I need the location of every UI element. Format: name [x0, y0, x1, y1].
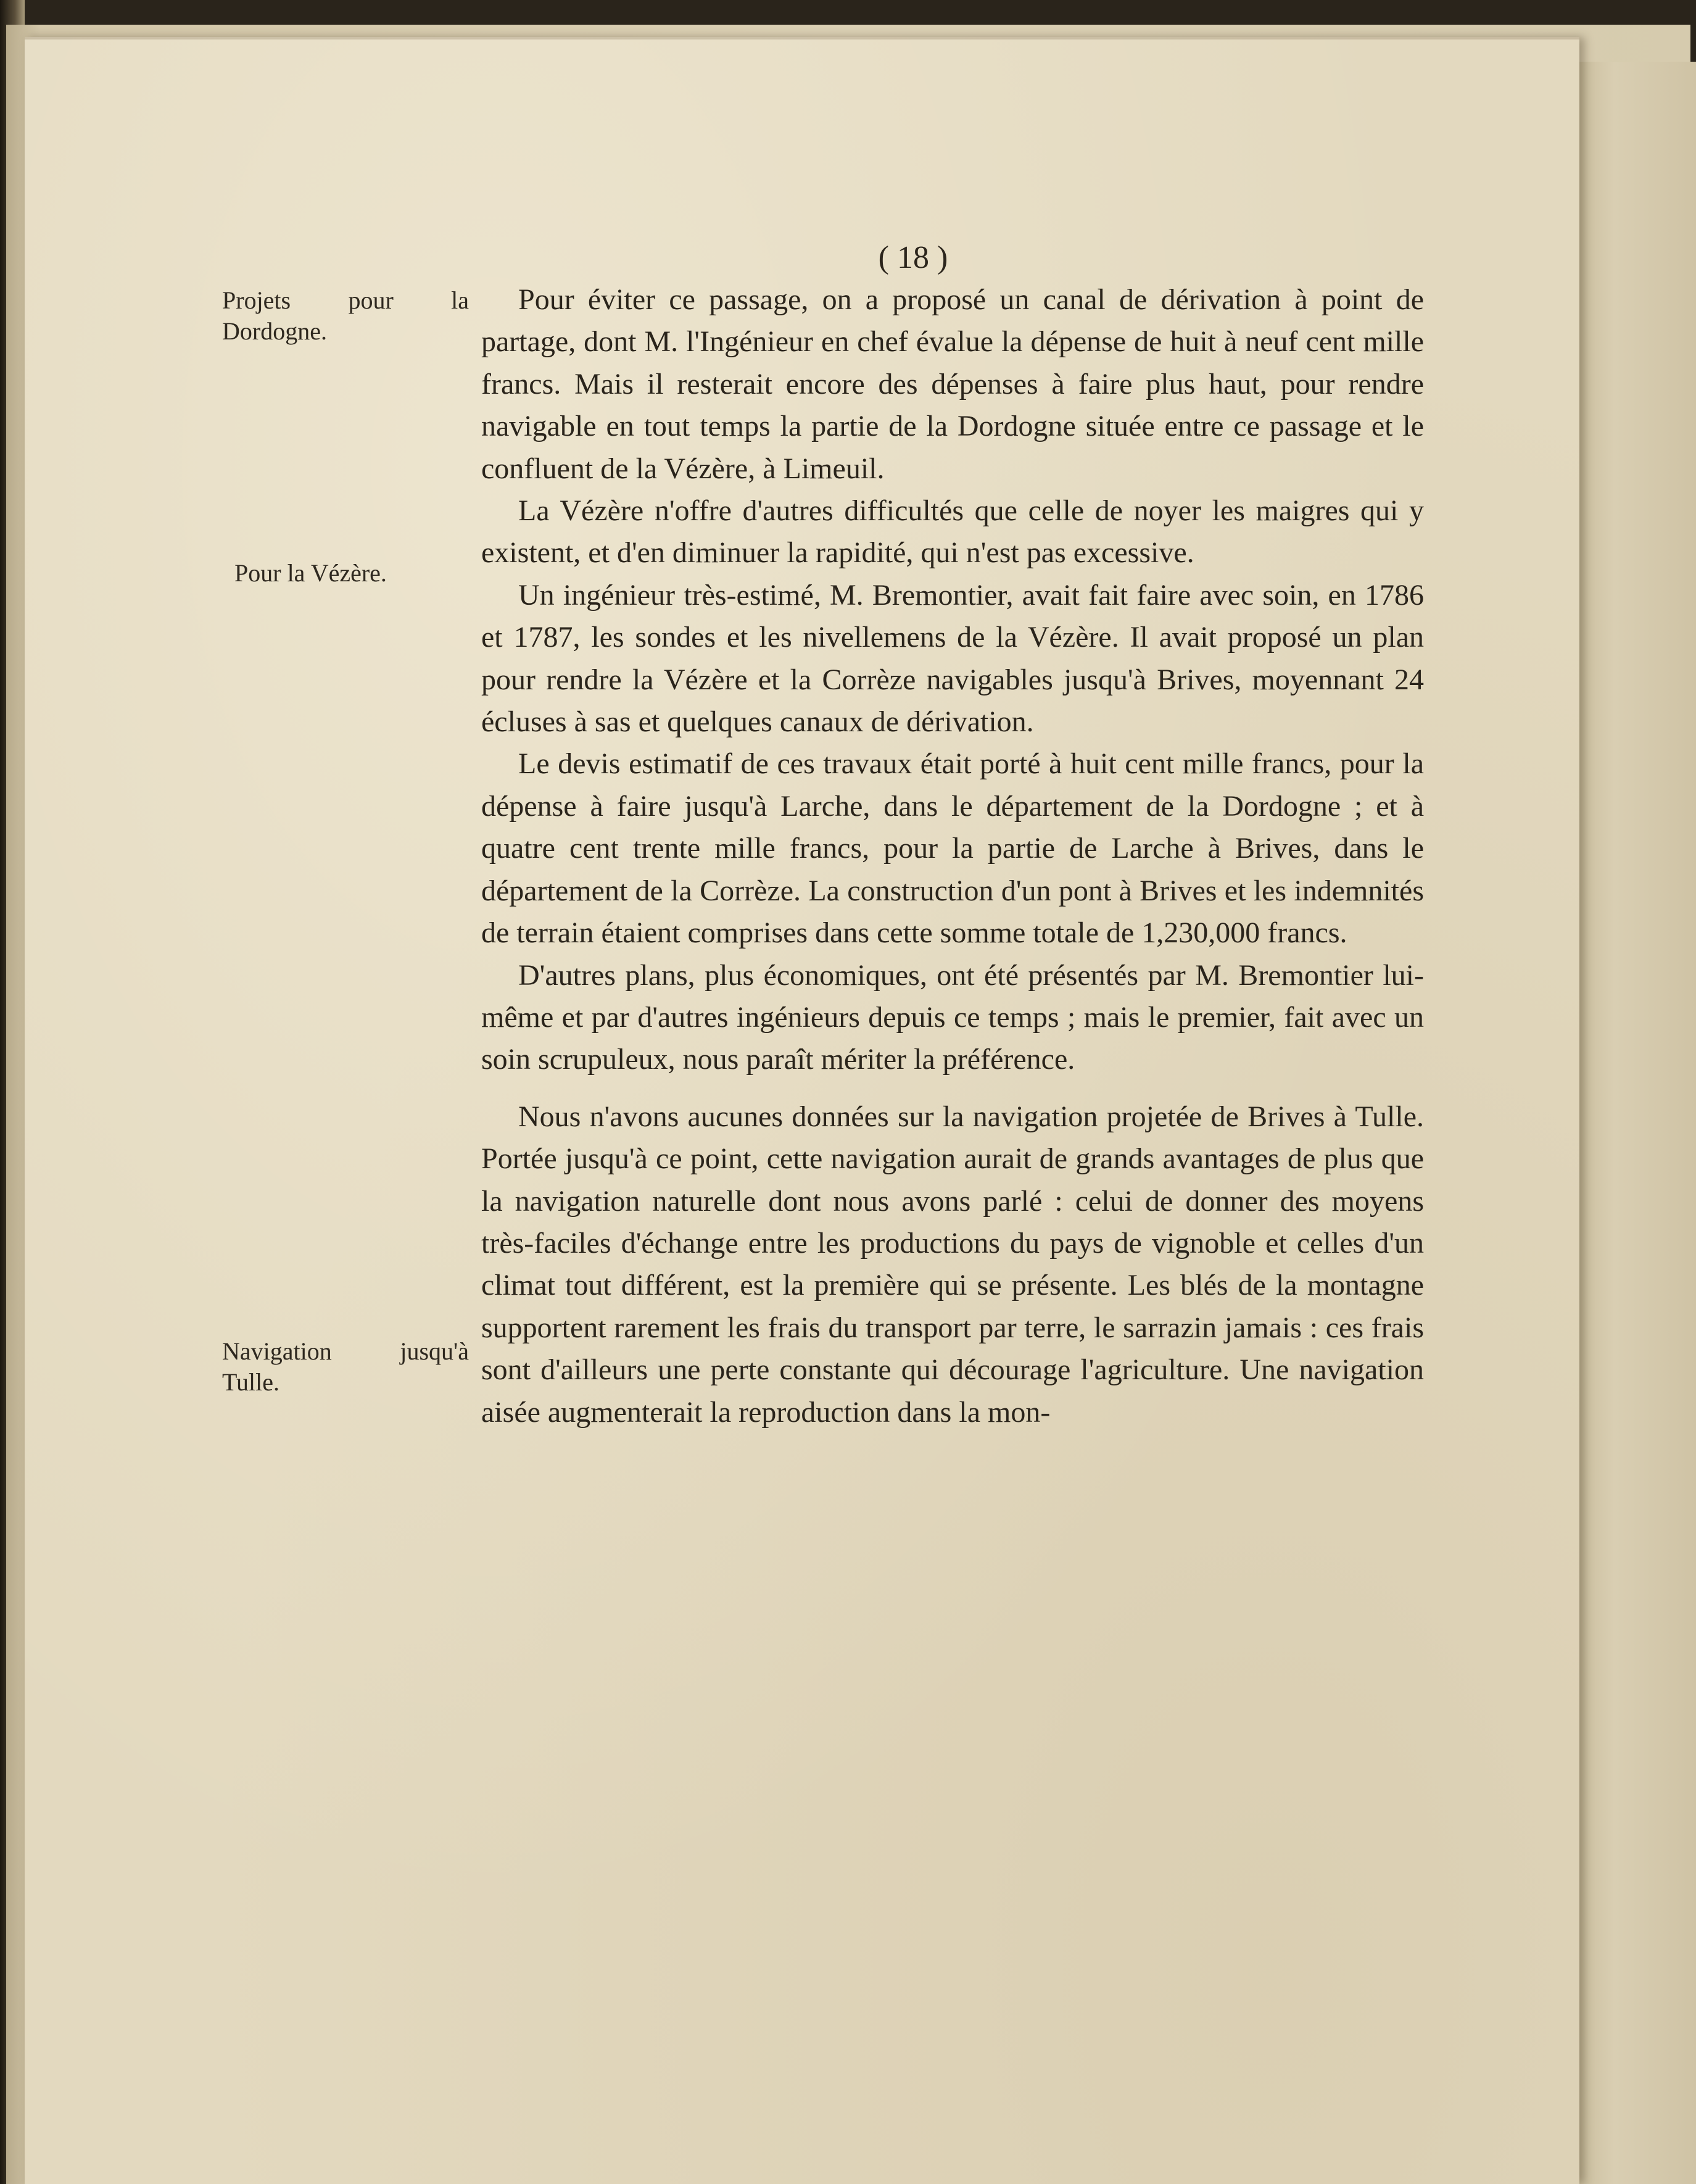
margin-note-vezere: Pour la Vézère.	[234, 559, 387, 587]
page-number: ( 18 )	[878, 240, 948, 275]
paragraph: Le devis estimatif de ces travaux était porté à huit cent mille francs, pour la dépense à faire jusqu'à Larche, dans le département de la Dordogne ; et à quatre cent trente mille francs, pour la partie de Larche à Brives, dans le département de la Corrèze. La construction d'un pont à Brives et les indemnités de terrain étaient comprises dans cette somme totale de 1,230,000 francs.	[481, 747, 1424, 950]
paragraph: Un ingénieur très-estimé, M. Bremontier, avait fait faire avec soin, en 1786 et 1787, les sondes et les nivellemens de la Vézère. Il avait proposé un plan pour rendre la Vézère et la Corrèze navigables jusqu'à Brives, moyennant 24 écluses à sas et quelques canaux de dérivation.	[481, 578, 1424, 739]
page-edge-right	[1579, 62, 1696, 2184]
paragraph: D'autres plans, plus économiques, ont été présentés par M. Bremontier lui-même et par d'autres ingénieurs depuis ce temps ; mais le premier, fait avec un soin scrupuleux, nous paraît mériter la préférence.	[481, 958, 1424, 1076]
page-fold-line	[25, 37, 1579, 39]
margin-note-dordogne: Projets pour la Dordogne.	[222, 286, 469, 345]
paragraph: Nous n'avons aucunes données sur la navigation projetée de Brives à Tulle. Portée jusqu'à ce point, cette navigation aurait de grands avantages de plus que la navigation naturelle dont nous avons parlé : celui de donner des moyens très-faciles d'échange entre les productions du pays de vignoble et celles d'un climat tout différent, est la première qui se présente. Les blés de la montagne supportent rarement les frais du transport par terre, le sarrazin jamais : ces frais sont d'ailleurs une perte constante qui décourage l'agriculture. Une navigation aisée augmenterait la reproduction dans la mon-	[481, 1100, 1424, 1429]
margin-note-tulle: Navigation jusqu'à Tulle.	[222, 1337, 469, 1396]
paragraph: Pour éviter ce passage, on a proposé un canal de dérivation à point de partage, dont M. l'Ingénieur en chef évalue la dépense de huit à neuf cent mille francs. Mais il resterait encore des dépenses à faire plus haut, pour rendre navigable en tout temps la partie de la Dordogne située entre ce passage et le confluent de la Vézère, à Limeuil.	[481, 283, 1424, 485]
paragraph: La Vézère n'offre d'autres difficultés que celle de noyer les maigres qui y existent, et d'en diminuer la rapidité, qui n'est pas excessive.	[481, 494, 1424, 570]
body-text	[481, 279, 1424, 1434]
